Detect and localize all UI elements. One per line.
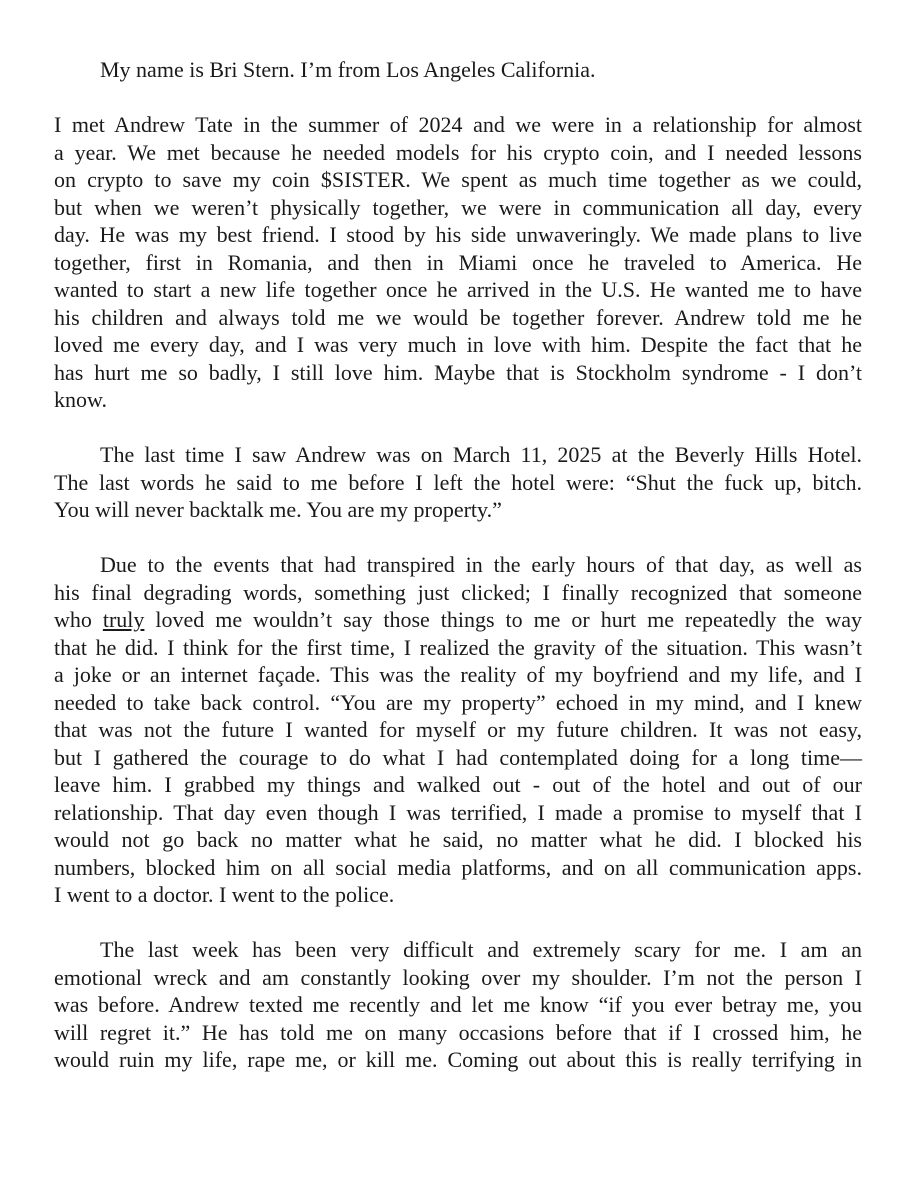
paragraph	[54, 441, 862, 524]
text-line: day. He was my best friend. I stood by his side unwaveringly. We made plans to live	[54, 222, 862, 247]
text-line: My name is Bri Stern. I’m from Los Angeles California.	[100, 57, 596, 82]
text-line: leave him. I grabbed my things and walked out - out of the hotel and out of our	[54, 772, 862, 797]
text-line: but I gathered the courage to do what I had contemplated doing for a long time—	[54, 744, 862, 770]
underlined-word: truly	[102, 607, 145, 632]
text-line: relationship. That day even though I was terrified, I made a promise to myself that I	[54, 799, 862, 825]
text-line: needed to take back control. “You are my property” echoed in my mind, and I knew	[54, 689, 862, 715]
text-segment: loved me wouldn’t say those things to me or hurt me repeatedly the way	[144, 607, 862, 632]
paragraph	[54, 551, 862, 909]
text-line: was before. Andrew texted me recently and let me know “if you ever betray me, you	[54, 992, 862, 1017]
text-line: emotional wreck and am constantly looking over my shoulder. I’m not the person I	[54, 964, 862, 990]
text-line: would not go back no matter what he said, no matter what he did. I blocked his	[54, 827, 862, 852]
text-line: The last words he said to me before I left the hotel were: “Shut the fuck up, bitch.	[54, 469, 862, 495]
text-line: I went to a doctor. I went to the police.	[54, 882, 395, 907]
text-line: loved me every day, and I was very much in love with him. Despite the fact that he	[54, 332, 862, 357]
text-line: will regret it.” He has told me on many occasions before that if I crossed him, he	[54, 1019, 862, 1045]
text-line: You will never backtalk me. You are my property.”	[54, 497, 502, 522]
text-line: a year. We met because he needed models for his crypto coin, and I needed lessons	[54, 139, 862, 165]
text-line: numbers, blocked him on all social media platforms, and on all communication apps.	[54, 854, 862, 880]
text-line: his final degrading words, something just clicked; I finally recognized that someone	[54, 579, 862, 605]
paragraph	[54, 56, 862, 84]
text-line	[54, 606, 862, 634]
text-line: a joke or an internet façade. This was the reality of my boyfriend and my life, and I	[54, 662, 862, 687]
text-line: his children and always told me we would be together forever. Andrew told me he	[54, 304, 862, 330]
text-line: that he did. I think for the first time, I realized the gravity of the situation. This wasn’t	[54, 634, 862, 660]
text-line: The last week has been very difficult and extremely scary for me. I am an	[100, 937, 862, 962]
text-line: together, first in Romania, and then in Miami once he traveled to America. He	[54, 249, 862, 275]
text-line: that was not the future I wanted for myself or my future children. It was not easy,	[54, 717, 862, 742]
paragraph	[54, 936, 862, 1074]
text-line: but when we weren’t physically together, we were in communication all day, every	[54, 194, 862, 220]
text-line: wanted to start a new life together once he arrived in the U.S. He wanted me to have	[54, 277, 862, 302]
text-line: I met Andrew Tate in the summer of 2024 and we were in a relationship for almost	[54, 112, 862, 137]
text-segment: who	[54, 607, 103, 632]
text-line: Due to the events that had transpired in the early hours of that day, as well as	[100, 552, 862, 577]
text-line: know.	[54, 387, 107, 412]
paragraph	[54, 111, 862, 414]
text-line: would ruin my life, rape me, or kill me. Coming out about this is really terrifying in	[54, 1047, 862, 1072]
text-line: The last time I saw Andrew was on March 11, 2025 at the Beverly Hills Hotel.	[100, 442, 862, 467]
text-line: has hurt me so badly, I still love him. Maybe that is Stockholm syndrome - I don’t	[54, 359, 862, 385]
text-line: on crypto to save my coin $SISTER. We spent as much time together as we could,	[54, 167, 862, 192]
